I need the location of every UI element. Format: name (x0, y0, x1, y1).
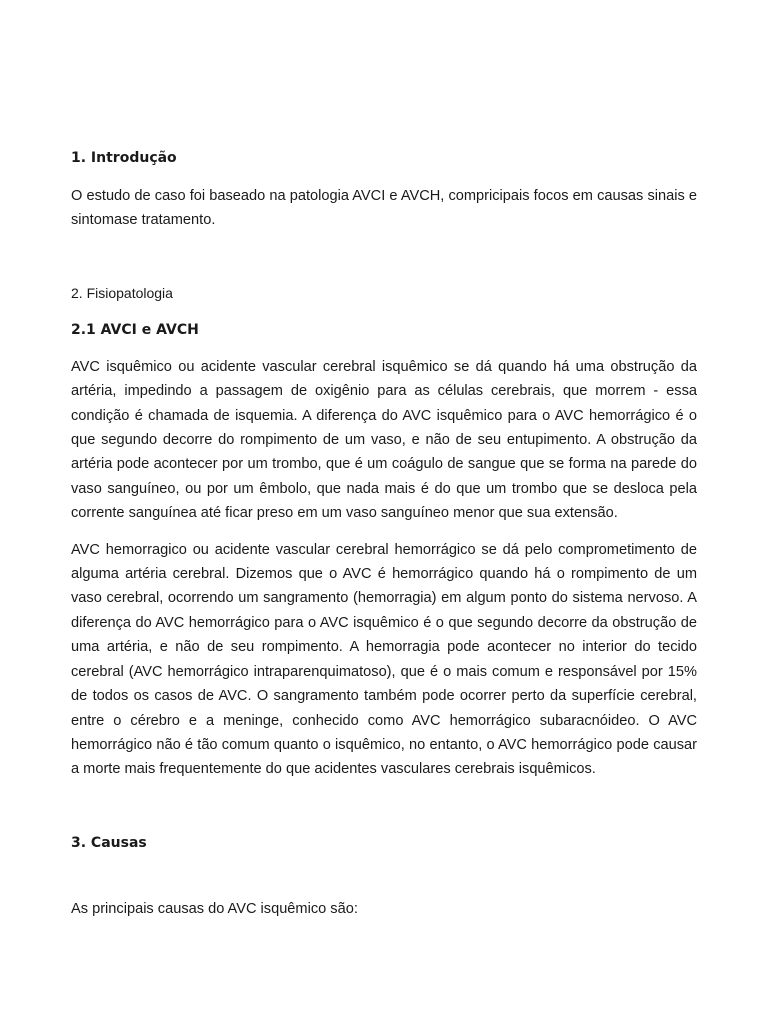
paragraph-avc-isquemico: AVC isquêmico ou acidente vascular cerebral isquêmico se dá quando há uma obstrução da artéria, impedindo a passagem de oxigênio para as células cerebrais, que morrem - essa condição é chamada de isquemia. A diferença do AVC isquêmico para o AVC hemorrágico é o que segundo decorre do rompimento de um vaso, e não de seu entupimento. A obstrução da artéria pode acontecer por um trombo, que é um coágulo de sangue que se forma na parede do vaso sanguíneo, ou por um êmbolo, que nada mais é do que um trombo que se desloca pela corrente sanguínea até ficar preso em um vaso sanguíneo menor que sua extensão. (71, 358, 697, 522)
section-heading-avci-avch: 2.1 AVCI e AVCH (71, 321, 199, 338)
paragraph-introducao: O estudo de caso foi baseado na patologia AVCI e AVCH, compricipais focos em causas sinais e sintomase tratamento. (71, 188, 697, 229)
section-heading-introducao: 1. Introdução (71, 150, 177, 166)
document-content (71, 148, 697, 921)
paragraph-avc-hemorragico: AVC hemorragico ou acidente vascular cerebral hemorrágico se dá pelo comprometimento de alguma artéria cerebral. Dizemos que o AVC é hemorrágico quando há o rompimento de um vaso cerebral, ocorrendo um sangramento (hemorragia) em algum ponto do sistema nervoso. A diferença do AVC hemorrágico para o AVC isquêmico é o que segundo decorre da obstrução de uma artéria, e não de seu rompimento. A hemorragia pode acontecer no interior do tecido cerebral (AVC hemorrágico intraparenquimatoso), que é o mais comum e responsável por 15% de todos os casos de AVC. O sangramento também pode ocorrer perto da superfície cerebral, entre o cérebro e a meninge, conhecido como AVC hemorrágico subaracnóideo. O AVC hemorrágico não é tão comum quanto o isquêmico, no entanto, o AVC hemorrágico pode causar a morte mais frequentemente do que acidentes vasculares cerebrais isquêmicos. (71, 541, 697, 778)
section-heading-fisiopatologia: 2. Fisiopatologia (71, 284, 173, 301)
causas-intro-line: As principais causas do AVC isquêmico são: (71, 900, 358, 917)
section-heading-causas: 3. Causas (71, 834, 147, 851)
